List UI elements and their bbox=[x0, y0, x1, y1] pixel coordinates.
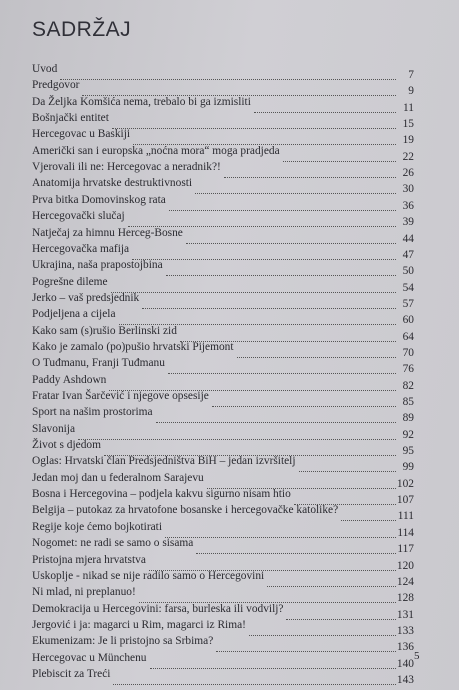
toc-entry-title: Plebiscit za Treći bbox=[32, 667, 111, 680]
toc-entry-title: Hercegovac u Baskiji bbox=[32, 128, 131, 141]
toc-entry-title: Da Željka Komšića nema, trebalo bi ga izmisliti bbox=[32, 95, 251, 108]
toc-leader-dots bbox=[186, 242, 396, 244]
toc-entry-page: 70 bbox=[402, 346, 414, 359]
toc-leader-dots bbox=[166, 274, 396, 276]
toc-entry-title: Nogomet: ne radi se samo o sisama bbox=[32, 537, 194, 550]
toc-entry-title: Predgovor bbox=[32, 79, 80, 92]
toc-entry-page: 57 bbox=[402, 297, 414, 310]
toc-entry-title: Uvod bbox=[32, 63, 58, 75]
toc-entry-title: Ukrajina, naša prapostojbina bbox=[32, 259, 163, 272]
toc-entry-title: Paddy Ashdown bbox=[32, 373, 107, 386]
page-number: 5 bbox=[414, 650, 420, 662]
toc-leader-dots bbox=[168, 372, 396, 374]
toc-entry-page: 54 bbox=[402, 281, 414, 294]
toc-entry-title: O Tuđmanu, Franji Tuđmanu bbox=[32, 357, 165, 370]
toc-leader-dots bbox=[286, 618, 396, 620]
toc-entry-title: Jerko – vaš predsjednik bbox=[32, 291, 140, 304]
toc-leader-dots bbox=[237, 356, 396, 358]
toc-entry-page: 22 bbox=[402, 150, 414, 163]
toc-entry-title: Kako je zamalo (po)pušio hrvatski Pijemont bbox=[32, 340, 234, 353]
toc-entry bbox=[32, 63, 414, 83]
toc-leader-dots bbox=[112, 127, 396, 129]
toc-entry-title: Fratar Ivan Šarčević i njegove opsesije bbox=[32, 390, 209, 402]
toc-entry-page: 15 bbox=[402, 118, 414, 131]
toc-entry-title: Jergović i ja: magarci u Rim, magarci iz Rima! bbox=[32, 618, 246, 631]
toc-entry-page: 44 bbox=[402, 232, 414, 245]
page-title: SADRŽAJ bbox=[32, 18, 132, 41]
toc-entry-page: 36 bbox=[402, 199, 414, 212]
toc-leader-dots bbox=[224, 176, 396, 178]
toc-leader-dots bbox=[341, 519, 396, 521]
toc-leader-dots bbox=[169, 209, 396, 211]
toc-entry-page: 50 bbox=[402, 265, 414, 278]
toc-entry-page: 102 bbox=[396, 477, 414, 490]
toc-entry-page: 143 bbox=[396, 673, 414, 686]
toc-entry-page: 64 bbox=[402, 330, 414, 343]
toc-entry-page: 30 bbox=[402, 183, 414, 196]
toc-entry-page: 19 bbox=[402, 134, 414, 147]
toc-entry-title: Kako sam (s)rušio Berlinski zid bbox=[32, 324, 177, 337]
toc-entry-page: 120 bbox=[396, 559, 414, 572]
toc-leader-dots bbox=[195, 192, 396, 194]
toc-leader-dots bbox=[249, 634, 396, 636]
toc-entry-title: Život s djedom bbox=[32, 439, 101, 452]
toc-entry-page: 85 bbox=[402, 396, 414, 408]
toc-entry-title: Jedan moj dan u federalnom Sarajevu bbox=[32, 471, 204, 484]
toc-entry-page: 136 bbox=[396, 641, 414, 654]
toc-entry-page: 107 bbox=[396, 494, 414, 507]
toc-entry-page: 128 bbox=[396, 592, 414, 605]
toc-entry bbox=[32, 667, 414, 688]
toc-entry-page: 95 bbox=[402, 445, 414, 458]
toc-entry-page: 99 bbox=[402, 461, 414, 474]
toc-entry-page: 9 bbox=[408, 85, 414, 98]
toc-entry-title: Pristojna mjera hrvatstva bbox=[32, 553, 146, 566]
toc-entry-title: Demokracija u Hercegovini: farsa, burleska ili vodvilj? bbox=[32, 602, 284, 615]
toc-leader-dots bbox=[150, 667, 396, 669]
toc-leader-dots bbox=[216, 650, 396, 652]
toc-entry-title: Hercegovačka mafija bbox=[32, 242, 130, 255]
toc-entry-page: 92 bbox=[402, 428, 414, 441]
toc-leader-dots bbox=[111, 291, 396, 293]
toc-leader-dots bbox=[196, 552, 396, 554]
toc-entry-title: Slavonija bbox=[32, 422, 76, 435]
toc-entry-title: Podjeljena a cijela bbox=[32, 308, 116, 321]
toc-entry-title: Sport na našim prostorima bbox=[32, 406, 153, 419]
toc-entry-page: 7 bbox=[408, 69, 414, 81]
toc-leader-dots bbox=[60, 78, 396, 80]
toc-leader-dots bbox=[156, 421, 396, 423]
toc-entry-page: 11 bbox=[403, 101, 414, 114]
toc-entry-page: 47 bbox=[402, 248, 414, 261]
toc-entry-title: Bosna i Hercegovina – podjela kakvu sigurno nisam htio bbox=[32, 488, 291, 501]
toc-entry-page: 111 bbox=[397, 510, 414, 523]
toc-entry-page: 39 bbox=[402, 216, 414, 229]
toc-entry-page: 131 bbox=[396, 608, 414, 621]
toc-entry-title: Bošnjački entitet bbox=[32, 112, 109, 125]
toc-entry-title: Prva bitka Domovinskog rata bbox=[32, 193, 166, 206]
toc-leader-dots bbox=[78, 438, 396, 440]
toc-entry-title: Pogrešne dileme bbox=[32, 275, 108, 288]
toc-entry-page: 60 bbox=[402, 314, 414, 327]
toc-leader-dots bbox=[254, 111, 396, 113]
toc-entry-title: Uskoplje - nikad se nije radilo samo o Hercegovini bbox=[32, 569, 265, 582]
toc-leader-dots bbox=[267, 585, 396, 587]
toc-entry-title: Američki san i europska „noćna mora“ moga pradjeda bbox=[32, 144, 280, 157]
toc-entry-title: Belgija – putokaz za hrvatofone bosanske i hercegovačke katolike? bbox=[32, 504, 339, 517]
toc-leader-dots bbox=[165, 536, 396, 538]
toc-entry-page: 140 bbox=[396, 657, 414, 670]
toc-entry-page: 89 bbox=[402, 412, 414, 425]
toc-entry-page: 114 bbox=[397, 526, 414, 539]
toc-leader-dots bbox=[299, 470, 396, 472]
toc-entry-page: 117 bbox=[397, 543, 414, 556]
toc-entry-page: 124 bbox=[396, 575, 414, 588]
toc-entry bbox=[32, 406, 414, 426]
toc-entry-title: Oglas: Hrvatski član Predsjedništva BiH – jedan izvršitelj bbox=[32, 455, 296, 468]
toc-entry-title: Ekumenizam: Je li pristojno sa Srbima? bbox=[32, 635, 214, 648]
toc-entry-title: Hercegovački slučaj bbox=[32, 210, 125, 223]
toc-entry-title: Regije koje ćemo bojkotirati bbox=[32, 520, 163, 533]
toc-leader-dots bbox=[132, 258, 396, 260]
toc-entry-page: 82 bbox=[402, 379, 414, 392]
toc-entry-title: Anatomija hrvatske destruktivnosti bbox=[32, 177, 193, 190]
toc-leader-dots bbox=[212, 405, 396, 407]
toc-entry-title: Natječaj za himnu Herceg-Bosne bbox=[32, 226, 183, 239]
toc-leader-dots bbox=[283, 160, 396, 162]
toc-leader-dots bbox=[142, 307, 396, 309]
toc-entry-title: Hercegovac u Münchenu bbox=[32, 651, 147, 664]
toc-entry-page: 76 bbox=[402, 363, 414, 376]
toc-entry-title: Vjerovali ili ne: Hercegovac a neradnik?! bbox=[32, 161, 221, 174]
toc-leader-dots bbox=[113, 683, 396, 685]
toc-entry-page: 133 bbox=[396, 624, 414, 637]
toc-entry-title: Ni mlad, ni preplanuo! bbox=[32, 586, 136, 599]
toc-entry-page: 26 bbox=[402, 167, 414, 180]
